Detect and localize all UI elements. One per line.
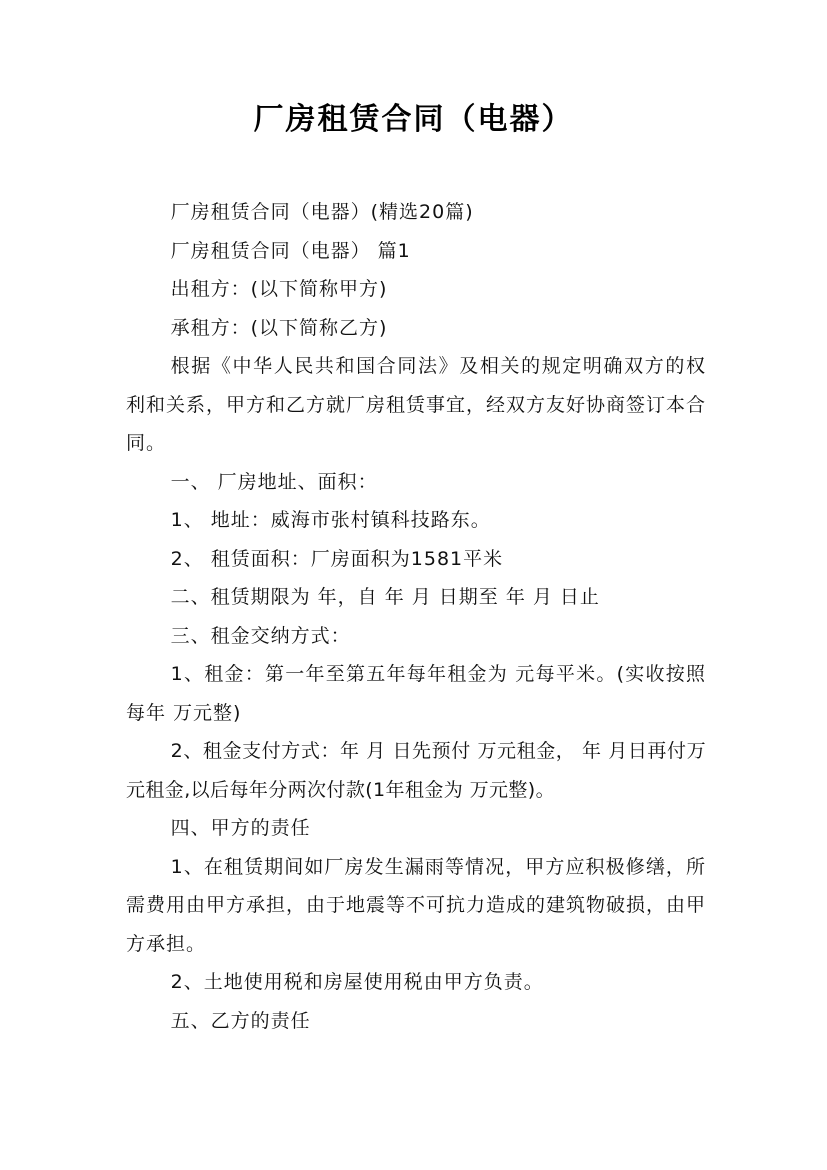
paragraph-clause-1-area: 2、 租赁面积：厂房面积为1581平米 — [170, 547, 504, 570]
paragraph-subtitle: 厂房租赁合同（电器）(精选20篇) — [170, 201, 474, 223]
paragraph-lessor: 出租方：(以下简称甲方) — [170, 278, 388, 300]
paragraph-clause-4-repair: 1、在租赁期间如厂房发生漏雨等情况，甲方应积极修缮，所需费用由甲方承担，由于地震等不可抗力造成的建筑物破损，由甲方承担。 — [126, 855, 707, 955]
paragraph-preamble: 根据《中华人民共和国合同法》及相关的规定明确双方的权利和关系，甲方和乙方就厂房租赁事宜，经双方友好协商签订本合同。 — [126, 355, 707, 454]
paragraph-clause-4-tax: 2、土地使用税和房屋使用税由甲方负责。 — [170, 971, 544, 993]
paragraph-clause-4-heading: 四、甲方的责任 — [170, 817, 311, 839]
paragraph-clause-3-heading: 三、租金交纳方式： — [170, 624, 351, 647]
paragraph-clause-3-payment: 2、租金支付方式：年 月 日先预付 万元租金， 年 月日再付万元租金,以后每年分两次付款(1年租金为 万元整)。 — [126, 740, 706, 801]
document-body — [126, 193, 706, 1040]
paragraph-clause-1-heading: 一、 厂房地址、面积： — [170, 470, 378, 493]
paragraph-lessee: 承租方：(以下简称乙方) — [170, 316, 388, 339]
paragraph-clause-2-term: 二、租赁期限为 年，自 年 月 日期至 年 月 日止 — [170, 586, 600, 608]
paragraph-clause-5-heading: 五、乙方的责任 — [170, 1009, 311, 1032]
document-title: 厂房租赁合同（电器） — [253, 102, 574, 137]
paragraph-clause-1-address: 1、 地址：威海市张村镇科技路东。 — [170, 509, 491, 531]
paragraph-clause-3-rent: 1、租金：第一年至第五年每年租金为 元每平米。(实收按照每年 万元整) — [126, 663, 706, 724]
paragraph-section-heading: 厂房租赁合同（电器） 篇1 — [170, 239, 411, 262]
